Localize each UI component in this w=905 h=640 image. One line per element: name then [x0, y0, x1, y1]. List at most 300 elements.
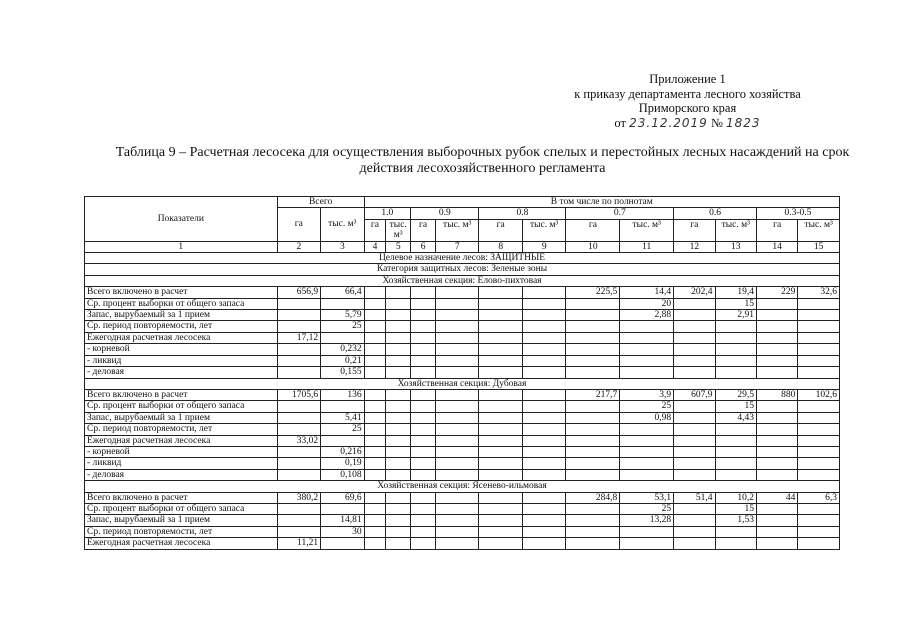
table-row: [85, 321, 840, 332]
table-cell: [436, 332, 479, 343]
table-row: [85, 435, 840, 446]
table-cell: [674, 435, 715, 446]
unit-th-split: тыс. м³: [386, 219, 411, 241]
table-row: [85, 401, 840, 412]
table-cell: 2,91: [715, 310, 756, 321]
table-cell: 1705,6: [277, 389, 320, 400]
table-cell: [386, 287, 411, 298]
table-cell: 32,6: [798, 287, 840, 298]
table-cell: [479, 435, 522, 446]
table-row: [85, 412, 840, 423]
table-row: [85, 332, 840, 343]
table-cell: [479, 389, 522, 400]
table-cell: [798, 298, 840, 309]
table-cell: [756, 344, 797, 355]
table-cell: 229: [756, 287, 797, 298]
row-label: Всего включено в расчет: [85, 287, 278, 298]
table-cell: [321, 298, 365, 309]
table-cell: [620, 526, 674, 537]
table-cell: [277, 424, 320, 435]
table-row: [85, 469, 840, 480]
table-cell: [386, 515, 411, 526]
table-cell: 3,9: [620, 389, 674, 400]
table-cell: [436, 435, 479, 446]
table-cell: 225,5: [566, 287, 620, 298]
table-cell: [321, 503, 365, 514]
table-cell: [715, 458, 756, 469]
table-cell: [566, 503, 620, 514]
table-cell: [411, 287, 436, 298]
table-cell: [436, 492, 479, 503]
table-cell: [798, 344, 840, 355]
table-cell: [364, 355, 386, 366]
table-cell: [411, 515, 436, 526]
table-cell: 14,81: [321, 515, 365, 526]
table-cell: [479, 401, 522, 412]
table-cell: [364, 412, 386, 423]
table-cell: 25: [321, 321, 365, 332]
table-cell: [566, 515, 620, 526]
table-cell: [386, 538, 411, 549]
unit-ha: га: [674, 219, 715, 241]
table-cell: [756, 515, 797, 526]
table-cell: [277, 367, 320, 378]
table-cell: [566, 355, 620, 366]
table-cell: [386, 469, 411, 480]
table-cell: [620, 367, 674, 378]
density-0-6: 0.6: [674, 208, 757, 219]
header-total-ha: га: [277, 208, 320, 241]
table-cell: [566, 298, 620, 309]
row-label: Ежегодная расчетная лесосека: [85, 538, 278, 549]
unit-th: тыс. м³: [436, 219, 479, 241]
table-cell: [479, 458, 522, 469]
table-cell: [386, 458, 411, 469]
table-cell: 14,4: [620, 287, 674, 298]
table-cell: [756, 446, 797, 457]
table-cell: [411, 458, 436, 469]
table-cell: 5,79: [321, 310, 365, 321]
density-0-8: 0.8: [479, 208, 566, 219]
table-cell: [411, 492, 436, 503]
table-cell: [411, 526, 436, 537]
column-number: 10: [566, 241, 620, 252]
density-0-3-0-5: 0.3-0.5: [756, 208, 839, 219]
table-cell: [364, 526, 386, 537]
table-cell: [411, 412, 436, 423]
unit-th: тыс. м³: [620, 219, 674, 241]
column-number: 14: [756, 241, 797, 252]
table-cell: [674, 526, 715, 537]
section-header-row: [85, 378, 840, 389]
table-cell: [522, 435, 565, 446]
table-cell: [522, 446, 565, 457]
table-cell: [756, 332, 797, 343]
density-1-0: 1.0: [364, 208, 411, 219]
table-cell: [364, 538, 386, 549]
row-label: Запас, вырубаемый за 1 прием: [85, 515, 278, 526]
table-cell: [756, 435, 797, 446]
row-label: Запас, вырубаемый за 1 прием: [85, 412, 278, 423]
unit-th: тыс. м³: [798, 219, 840, 241]
table-cell: [798, 515, 840, 526]
density-0-7: 0.7: [566, 208, 674, 219]
section-header-row: [85, 275, 840, 286]
table-cell: [715, 538, 756, 549]
table-cell: [479, 367, 522, 378]
table-cell: [566, 367, 620, 378]
table-cell: 69,6: [321, 492, 365, 503]
table-cell: [522, 458, 565, 469]
table-cell: [411, 424, 436, 435]
table-cell: [798, 424, 840, 435]
forest-cut-table: [84, 196, 840, 550]
table-cell: 15: [715, 298, 756, 309]
column-number: 7: [436, 241, 479, 252]
table-cell: [479, 321, 522, 332]
table-cell: [756, 355, 797, 366]
table-cell: [411, 538, 436, 549]
table-cell: [522, 424, 565, 435]
section-name: Хозяйственная секция: Елово-пихтовая: [85, 275, 840, 286]
purpose-label: Целевое назначение лесов: ЗАЩИТНЫЕ: [85, 253, 840, 264]
table-cell: [620, 355, 674, 366]
row-label: Ср. период повторяемости, лет: [85, 321, 278, 332]
table-cell: [566, 446, 620, 457]
table-cell: [364, 435, 386, 446]
table-cell: 66,4: [321, 287, 365, 298]
table-cell: [522, 515, 565, 526]
table-cell: [321, 401, 365, 412]
table-cell: 0,155: [321, 367, 365, 378]
table-cell: [479, 332, 522, 343]
table-cell: [479, 287, 522, 298]
table-cell: [386, 424, 411, 435]
table-cell: [386, 367, 411, 378]
table-cell: [364, 515, 386, 526]
table-cell: [436, 503, 479, 514]
table-row: [85, 492, 840, 503]
table-cell: 15: [715, 503, 756, 514]
row-label: - деловая: [85, 469, 278, 480]
table-cell: [715, 469, 756, 480]
table-cell: [674, 469, 715, 480]
table-cell: [364, 446, 386, 457]
table-cell: [364, 389, 386, 400]
table-cell: 202,4: [674, 287, 715, 298]
table-cell: 1,53: [715, 515, 756, 526]
table-cell: [756, 298, 797, 309]
table-cell: [436, 287, 479, 298]
row-label: Ср. период повторяемости, лет: [85, 424, 278, 435]
table-cell: [715, 435, 756, 446]
table-cell: 11,21: [277, 538, 320, 549]
table-cell: [620, 458, 674, 469]
table-cell: [620, 424, 674, 435]
table-cell: [566, 332, 620, 343]
table-row: [85, 389, 840, 400]
table-row: [85, 515, 840, 526]
table-cell: [798, 332, 840, 343]
table-cell: [566, 526, 620, 537]
column-number: 3: [321, 241, 365, 252]
table-cell: [715, 344, 756, 355]
table-cell: [798, 526, 840, 537]
table-cell: [386, 412, 411, 423]
column-number: 12: [674, 241, 715, 252]
table-cell: 25: [321, 424, 365, 435]
table-cell: [756, 367, 797, 378]
table-cell: 0,19: [321, 458, 365, 469]
section-name: Хозяйственная секция: Ясенево-ильмовая: [85, 481, 840, 492]
table-cell: 30: [321, 526, 365, 537]
unit-th: тыс. м³: [522, 219, 565, 241]
table-cell: [674, 332, 715, 343]
table-cell: [798, 412, 840, 423]
row-label: - ликвид: [85, 458, 278, 469]
column-number: 4: [364, 241, 386, 252]
table-cell: [715, 332, 756, 343]
table-cell: [798, 355, 840, 366]
table-cell: [364, 310, 386, 321]
table-cell: [798, 321, 840, 332]
header-total-th: тыс. м³: [321, 208, 365, 241]
table-cell: [436, 424, 479, 435]
table-cell: [479, 424, 522, 435]
table-cell: 217,7: [566, 389, 620, 400]
table-row: [85, 526, 840, 537]
unit-th: тыс. м³: [715, 219, 756, 241]
table-cell: 136: [321, 389, 365, 400]
table-cell: [436, 526, 479, 537]
table-cell: 15: [715, 401, 756, 412]
table-row: [85, 355, 840, 366]
unit-ha: га: [756, 219, 797, 241]
table-row: [85, 287, 840, 298]
table-cell: [566, 538, 620, 549]
table-cell: [386, 355, 411, 366]
table-cell: [798, 446, 840, 457]
table-cell: [411, 389, 436, 400]
table-cell: [364, 503, 386, 514]
table-cell: [522, 412, 565, 423]
row-label: Ср. процент выборки от общего запаса: [85, 401, 278, 412]
table-cell: [522, 287, 565, 298]
table-cell: [411, 332, 436, 343]
table-cell: [620, 321, 674, 332]
table-cell: [522, 298, 565, 309]
appendix-line-3: Приморского края: [638, 101, 737, 115]
table-cell: [756, 503, 797, 514]
appendix-header: [520, 72, 855, 130]
table-cell: [566, 310, 620, 321]
table-cell: [798, 503, 840, 514]
table-cell: [436, 538, 479, 549]
table-cell: [436, 469, 479, 480]
table-cell: [798, 469, 840, 480]
table-cell: [386, 503, 411, 514]
table-cell: [522, 469, 565, 480]
handwritten-number: 1823: [726, 115, 761, 130]
table-cell: [756, 401, 797, 412]
table-cell: [436, 412, 479, 423]
table-cell: [566, 469, 620, 480]
table-cell: [364, 287, 386, 298]
table-cell: [364, 332, 386, 343]
table-cell: 10,2: [715, 492, 756, 503]
column-number: 5: [386, 241, 411, 252]
table-cell: [411, 435, 436, 446]
table-cell: [756, 412, 797, 423]
table-cell: [479, 344, 522, 355]
table-row: [85, 298, 840, 309]
table-cell: [522, 367, 565, 378]
table-cell: [522, 310, 565, 321]
table-cell: [386, 321, 411, 332]
table-cell: [522, 389, 565, 400]
row-label: - корневой: [85, 446, 278, 457]
number-sign: №: [710, 115, 723, 130]
column-number: 15: [798, 241, 840, 252]
table-cell: [411, 469, 436, 480]
table-cell: [479, 526, 522, 537]
table-cell: [436, 367, 479, 378]
table-cell: [566, 401, 620, 412]
handwritten-date: 23.12.2019: [629, 115, 708, 130]
table-cell: [411, 446, 436, 457]
table-cell: 880: [756, 389, 797, 400]
table-cell: [277, 412, 320, 423]
table-cell: 0,232: [321, 344, 365, 355]
table-cell: [756, 526, 797, 537]
table-cell: [386, 389, 411, 400]
table-cell: [674, 310, 715, 321]
table-row: [85, 424, 840, 435]
table-cell: [674, 367, 715, 378]
table-cell: [364, 298, 386, 309]
table-cell: [756, 469, 797, 480]
table-cell: [522, 332, 565, 343]
table-cell: [566, 424, 620, 435]
table-cell: [674, 424, 715, 435]
row-label: Всего включено в расчет: [85, 492, 278, 503]
table-cell: [436, 310, 479, 321]
row-label: Ср. период повторяемости, лет: [85, 526, 278, 537]
table-row: [85, 446, 840, 457]
header-including: В том числе по полнотам: [364, 197, 839, 208]
table-cell: [479, 492, 522, 503]
table-row: [85, 458, 840, 469]
table-cell: 33,02: [277, 435, 320, 446]
table-row: [85, 503, 840, 514]
table-cell: [756, 538, 797, 549]
column-number: 11: [620, 241, 674, 252]
table-cell: [411, 401, 436, 412]
section-name: Хозяйственная секция: Дубовая: [85, 378, 840, 389]
table-cell: 0,216: [321, 446, 365, 457]
table-cell: [277, 310, 320, 321]
row-label: Ежегодная расчетная лесосека: [85, 332, 278, 343]
table-cell: 284,8: [566, 492, 620, 503]
table-cell: [674, 538, 715, 549]
category-label: Категория защитных лесов: Зеленые зоны: [85, 264, 840, 275]
table-cell: [436, 389, 479, 400]
table-cell: 2,88: [620, 310, 674, 321]
table-cell: [386, 526, 411, 537]
table-cell: [674, 298, 715, 309]
table-cell: [277, 503, 320, 514]
table-cell: [436, 458, 479, 469]
table-cell: [436, 344, 479, 355]
table-cell: [566, 435, 620, 446]
table-cell: [566, 412, 620, 423]
table-cell: [479, 310, 522, 321]
table-cell: [479, 412, 522, 423]
table-cell: [479, 298, 522, 309]
table-cell: [756, 310, 797, 321]
table-cell: [277, 355, 320, 366]
table-cell: [277, 298, 320, 309]
table-cell: [798, 435, 840, 446]
table-cell: [277, 446, 320, 457]
table-cell: 5,41: [321, 412, 365, 423]
table-cell: 607,9: [674, 389, 715, 400]
table-row: [85, 367, 840, 378]
table-cell: [364, 344, 386, 355]
table-cell: [522, 526, 565, 537]
table-cell: [436, 321, 479, 332]
unit-ha: га: [566, 219, 620, 241]
table-cell: [321, 538, 365, 549]
table-cell: [674, 321, 715, 332]
row-label: - деловая: [85, 367, 278, 378]
table-cell: [620, 332, 674, 343]
table-cell: [522, 503, 565, 514]
table-row: [85, 310, 840, 321]
table-cell: [756, 458, 797, 469]
table-cell: [386, 401, 411, 412]
column-number: 1: [85, 241, 278, 252]
table-cell: 51,4: [674, 492, 715, 503]
table-cell: [364, 321, 386, 332]
row-label: Всего включено в расчет: [85, 389, 278, 400]
table-cell: [364, 458, 386, 469]
table-cell: [436, 355, 479, 366]
table-cell: [674, 515, 715, 526]
column-number: 2: [277, 241, 320, 252]
table-cell: [386, 332, 411, 343]
table-cell: [411, 344, 436, 355]
table-cell: [566, 344, 620, 355]
table-cell: [674, 458, 715, 469]
table-cell: [277, 458, 320, 469]
table-cell: [386, 446, 411, 457]
table-cell: [411, 367, 436, 378]
table-cell: [674, 412, 715, 423]
table-cell: [411, 355, 436, 366]
table-cell: 0,21: [321, 355, 365, 366]
category-row: [85, 264, 840, 275]
table-cell: [479, 355, 522, 366]
table-cell: [522, 492, 565, 503]
table-cell: [386, 344, 411, 355]
row-label: Ср. процент выборки от общего запаса: [85, 503, 278, 514]
table-cell: [715, 367, 756, 378]
table-cell: 102,6: [798, 389, 840, 400]
section-header-row: [85, 481, 840, 492]
table-cell: [756, 424, 797, 435]
table-cell: [386, 310, 411, 321]
